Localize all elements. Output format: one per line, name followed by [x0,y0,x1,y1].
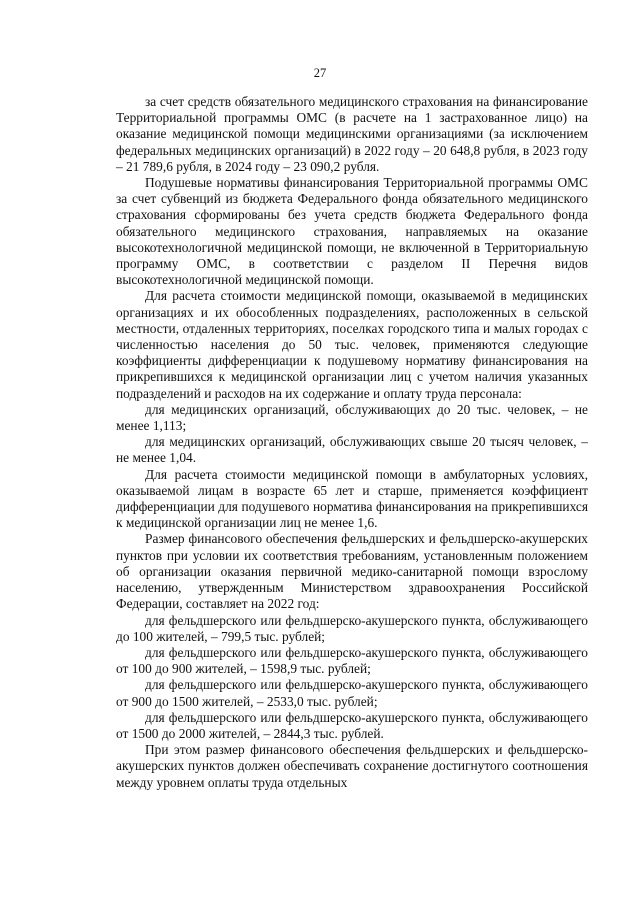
document-body [116,94,588,791]
paragraph-differentiation-coefficients: Для расчета стоимости медицинской помощи, оказываемой в медицинских организациях и их обособленных подразделениях, расположенных в сельской местности, отдаленных территориях, поселках городского типа и малых городах с численностью населения до 50 тыс. человек, применяются следующие коэффициенты дифференциации к подушевому нормативу финансирования на прикрепившихся к медицинской организации лиц с учетом наличия указанных подразделений и расходов на их содержание и оплату труда персонала: [116,288,588,401]
paragraph-feldsher-up-to-100: для фельдшерского или фельдшерско-акушерского пункта, обслуживающего до 100 жителей, – 799,5 тыс. рублей; [116,612,588,644]
paragraph-subvention-normatives: Подушевые нормативы финансирования Территориальной программы ОМС за счет субвенций из бюджета Федерального фонда обязательного медицинского страхования сформированы без учета средств бюджета Федерального фонда обязательного медицинского страхования, направляемых на оказание высокотехнологичной медицинской помощи, не включенной в Территориальную программу ОМС, в соответствии с разделом II Перечня видов высокотехнологичной медицинской помощи. [116,175,588,288]
paragraph-coefficient-over-20k: для медицинских организаций, обслуживающих свыше 20 тысяч человек, – не менее 1,04. [116,434,588,466]
paragraph-feldsher-1500-2000: для фельдшерского или фельдшерско-акушерского пункта, обслуживающего от 1500 до 2000 жителей, – 2844,3 тыс. рублей. [116,709,588,741]
page-number: 27 [313,66,327,80]
paragraph-feldsher-900-1500: для фельдшерского или фельдшерско-акушерского пункта, обслуживающего от 900 до 1500 жителей, – 2533,0 тыс. рублей; [116,677,588,709]
paragraph-coefficient-65-plus: Для расчета стоимости медицинской помощи в амбулаторных условиях, оказываемой лицам в возрасте 65 лет и старше, применяется коэффициент дифференциации для подушевого норматива финансирования на прикрепившихся к медицинской организации лиц не менее 1,6. [116,466,588,531]
paragraph-salary-ratio: При этом размер финансового обеспечения фельдшерских и фельдшерско-акушерских пунктов должен обеспечивать сохранение достигнутого соотношения между уровнем оплаты труда отдельных [116,742,588,790]
paragraph-coefficient-up-to-20k: для медицинских организаций, обслуживающих до 20 тыс. человек, – не менее 1,113; [116,401,588,434]
paragraph-feldsher-100-900: для фельдшерского или фельдшерско-акушерского пункта, обслуживающего от 100 до 900 жителей, – 1598,9 тыс. рублей; [116,644,588,677]
paragraph-oms-per-capita: за счет средств обязательного медицинского страхования на финансирование Территориальной программы ОМС (в расчете на 1 застрахованное лицо) на оказание медицинской помощи медицинскими организациями (за исключением федеральных медицинских организаций) в 2022 году – 20 648,8 рубля, в 2023 году – 21 789,6 рубля, в 2024 году – 23 090,2 рубля. [116,94,588,174]
paragraph-feldsher-funding-intro: Размер финансового обеспечения фельдшерских и фельдшерско-акушерских пунктов при условии их соответствия требованиям, установленным положением об организации оказания первичной медико-санитарной помощи взрослому населению, утвержденным Министерством здравоохранения Российской Федерации, составляет на 2022 год: [116,531,588,612]
